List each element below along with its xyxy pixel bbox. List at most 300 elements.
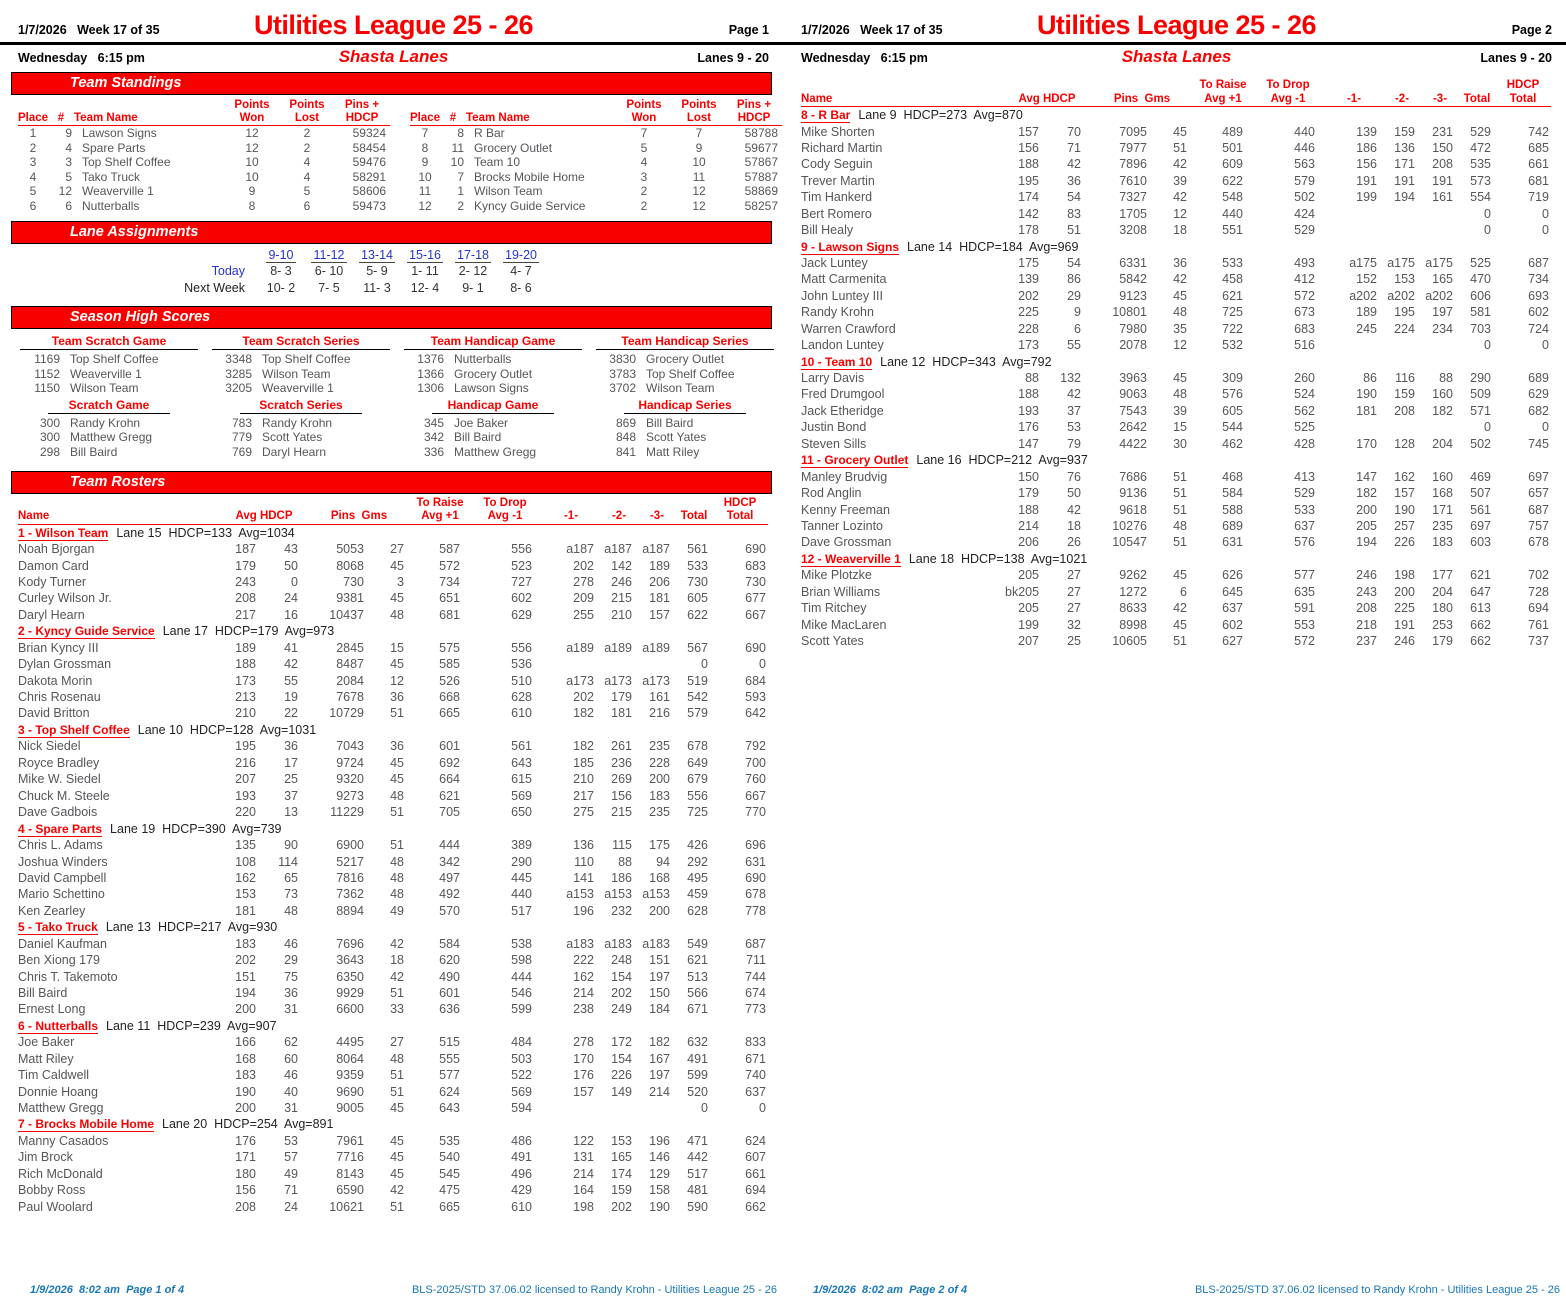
games: 51 xyxy=(390,1084,404,1099)
game-3: 165 xyxy=(1432,272,1453,287)
game-2: 181 xyxy=(611,706,632,721)
hdcp-total: 677 xyxy=(745,591,766,606)
center-name: Shasta Lanes xyxy=(338,47,449,66)
roster-team-info: Lane 16 HDCP=212 Avg=937 xyxy=(916,453,1088,468)
to-raise: 490 xyxy=(439,969,460,984)
roster-team-header xyxy=(801,238,1551,255)
today-matchup: 4- 7 xyxy=(510,264,532,279)
roster-player-row xyxy=(801,222,1551,238)
avg: 228 xyxy=(1018,321,1039,336)
roster-header: Pins Gms xyxy=(1089,93,1195,107)
hdcp: 60 xyxy=(284,1051,298,1066)
hdcp-total: 697 xyxy=(1528,469,1549,484)
game-1: 157 xyxy=(573,1084,594,1099)
team-name: Brocks Mobile Home xyxy=(474,169,585,184)
roster-player-row xyxy=(801,370,1551,386)
game-3 xyxy=(638,656,676,672)
player-name: Kenny Freeman xyxy=(801,502,890,517)
to-drop: 572 xyxy=(1294,288,1315,303)
game-1: 214 xyxy=(573,1166,594,1181)
game-3: 151 xyxy=(649,953,670,968)
points-won: 9 xyxy=(248,184,256,199)
games: 49 xyxy=(390,903,404,918)
game-2: 153 xyxy=(611,1133,632,1148)
game-3: 191 xyxy=(1432,173,1453,188)
lane-pair-cell xyxy=(497,248,545,262)
lane-pair-cell xyxy=(449,248,497,262)
roster-player-row xyxy=(801,403,1551,419)
lane-pair-link[interactable]: 9-10 xyxy=(268,247,294,262)
place: 8 xyxy=(421,140,429,155)
standings-header: Pins + xyxy=(736,99,772,111)
games: 15 xyxy=(1173,420,1187,435)
to-raise: 601 xyxy=(439,985,460,1000)
games: 39 xyxy=(1173,173,1187,188)
hdcp-total: 690 xyxy=(745,870,766,885)
lane-pair-cell xyxy=(353,248,401,262)
standings-header: HDCP xyxy=(334,112,390,126)
high-score-row xyxy=(206,430,396,445)
player-name: Rich McDonald xyxy=(18,1166,103,1181)
place: 12 xyxy=(418,198,432,213)
game-1: 196 xyxy=(573,903,594,918)
pins: 2642 xyxy=(1119,420,1147,435)
hdcp: 55 xyxy=(1067,338,1081,353)
to-drop: 650 xyxy=(511,805,532,820)
player-name: Mike Shorten xyxy=(801,124,875,139)
hdcp: 29 xyxy=(284,953,298,968)
to-drop: 673 xyxy=(1294,305,1315,320)
high-score-value: 345 xyxy=(423,415,444,430)
team-number: 7 xyxy=(457,169,464,184)
hdcp-total: 593 xyxy=(745,690,766,705)
roster-player-row xyxy=(801,436,1551,452)
pins: 8068 xyxy=(336,558,364,573)
to-drop: 486 xyxy=(511,1133,532,1148)
roster-team-info: Lane 15 HDCP=133 Avg=1034 xyxy=(116,525,295,540)
game-3: 161 xyxy=(649,690,670,705)
roster-team-info: Lane 18 HDCP=138 Avg=1021 xyxy=(908,551,1088,566)
pins: 2078 xyxy=(1119,338,1147,353)
to-raise: 626 xyxy=(1222,568,1243,583)
to-drop: 683 xyxy=(1294,321,1315,336)
game-2: 142 xyxy=(611,558,632,573)
hdcp-total: 0 xyxy=(1542,223,1549,238)
game-3: a189 xyxy=(642,640,670,655)
hdcp: 65 xyxy=(284,870,298,885)
high-score-value: 783 xyxy=(231,415,252,430)
games: 36 xyxy=(390,690,404,705)
to-raise: 548 xyxy=(1222,190,1243,205)
game-2: 248 xyxy=(611,953,632,968)
roster-header: Name xyxy=(801,93,1005,107)
game-2: 115 xyxy=(612,838,632,853)
game-3: 180 xyxy=(1432,601,1453,616)
report-date: 1/7/2026 xyxy=(801,23,850,37)
game-2: a153 xyxy=(604,887,632,902)
roster-team-info: Lane 13 HDCP=217 Avg=930 xyxy=(105,920,278,935)
high-score-holder: Randy Krohn xyxy=(262,415,333,430)
series-total: 290 xyxy=(1470,371,1491,386)
standings-row xyxy=(18,126,390,141)
team-standings-table-right xyxy=(410,99,782,214)
games: 42 xyxy=(1173,272,1187,287)
game-2: 215 xyxy=(611,805,632,820)
team-name: Lawson Signs xyxy=(82,126,157,140)
series-total: 292 xyxy=(687,854,708,869)
roster-player-row xyxy=(18,1149,768,1165)
lane-pair-link[interactable]: 13-14 xyxy=(361,247,393,262)
roster-player-row xyxy=(18,590,768,606)
team-standings-table-left xyxy=(18,99,390,214)
standings-header: Points xyxy=(626,99,662,111)
roster-team-name: 8 - R Bar xyxy=(801,108,851,123)
roster-header xyxy=(676,497,712,511)
player-name: Dave Grossman xyxy=(801,535,892,550)
game-1: 152 xyxy=(1356,272,1377,287)
pins: 3643 xyxy=(336,953,364,968)
game-3: 197 xyxy=(649,969,670,984)
series-total: 579 xyxy=(687,706,708,721)
avg: 202 xyxy=(235,953,256,968)
hdcp-total: 661 xyxy=(745,1166,766,1181)
pins: 7696 xyxy=(336,936,364,951)
avg: 188 xyxy=(235,657,256,672)
high-score-row xyxy=(398,430,588,445)
next-week-matchup: 9- 1 xyxy=(462,280,484,295)
roster-header: Avg -1 xyxy=(1251,93,1325,107)
today-matchup: 8- 3 xyxy=(270,264,292,279)
points-lost: 12 xyxy=(692,184,706,199)
to-drop: 529 xyxy=(1294,223,1315,238)
hdcp-total: 667 xyxy=(745,788,766,803)
games: 51 xyxy=(390,1068,404,1083)
roster-player-row xyxy=(18,903,768,919)
game-3 xyxy=(1421,337,1459,353)
roster-player-row xyxy=(18,1182,768,1198)
games: 48 xyxy=(390,854,404,869)
roster-header: Avg +1 xyxy=(412,510,468,524)
player-name: Steven Sills xyxy=(801,436,867,451)
hdcp-total: 730 xyxy=(745,575,766,590)
games: 48 xyxy=(1173,518,1187,533)
game-2: 215 xyxy=(611,591,632,606)
standings-header xyxy=(74,99,224,112)
game-3: 235 xyxy=(649,739,670,754)
high-score-holder: Matthew Gregg xyxy=(70,430,153,445)
roster-team-info: Lane 10 HDCP=128 Avg=1031 xyxy=(137,722,317,737)
games: 45 xyxy=(390,591,404,606)
roster-header: HDCP xyxy=(723,496,757,509)
roster-player-row xyxy=(801,255,1551,271)
game-1: 170 xyxy=(1356,436,1377,451)
to-raise: 584 xyxy=(439,936,460,951)
avg: 190 xyxy=(235,1084,256,1099)
game-1: 86 xyxy=(1363,371,1377,386)
game-3: 175 xyxy=(649,838,670,853)
game-2: 128 xyxy=(1394,436,1415,451)
to-raise: 620 xyxy=(439,953,460,968)
pins: 1272 xyxy=(1119,584,1147,599)
hdcp: 43 xyxy=(284,542,298,557)
to-raise: 545 xyxy=(439,1166,460,1181)
hdcp-total: 696 xyxy=(745,838,766,853)
high-score-holder: Matt Riley xyxy=(646,445,700,460)
hdcp: 13 xyxy=(284,805,298,820)
team-name: R Bar xyxy=(474,126,505,140)
game-2: 116 xyxy=(1395,371,1415,386)
to-raise: 621 xyxy=(1222,288,1243,303)
game-3: 160 xyxy=(1432,469,1453,484)
series-total: 671 xyxy=(687,1002,708,1017)
player-name: Landon Luntey xyxy=(801,338,884,353)
hdcp-total: 602 xyxy=(1528,305,1549,320)
team-number: 10 xyxy=(450,155,464,170)
game-1: 255 xyxy=(573,607,594,622)
points-lost: 9 xyxy=(695,140,703,155)
lane-pair-link[interactable]: 19-20 xyxy=(505,247,537,262)
game-1: 245 xyxy=(1356,321,1377,336)
hdcp-total: 719 xyxy=(1528,190,1549,205)
high-score-holder: Wilson Team xyxy=(70,381,139,396)
game-2: a202 xyxy=(1387,288,1415,303)
game-2: 154 xyxy=(611,1051,632,1066)
pins: 7543 xyxy=(1119,403,1147,418)
to-raise: 705 xyxy=(439,805,460,820)
series-total: 491 xyxy=(687,1051,708,1066)
game-1: 139 xyxy=(1356,124,1377,139)
game-1: 176 xyxy=(573,1068,594,1083)
high-scores-column xyxy=(14,334,204,460)
to-drop: 599 xyxy=(511,1002,532,1017)
series-total: 549 xyxy=(687,936,708,951)
lane-pair-link[interactable]: 11-12 xyxy=(313,247,345,262)
high-scores-grid xyxy=(0,329,783,466)
place: 10 xyxy=(418,169,432,184)
roster-header: Total xyxy=(1495,93,1551,107)
roster-header: -3- xyxy=(638,510,676,524)
series-total: 0 xyxy=(1484,420,1491,435)
roster-player-row xyxy=(18,1034,768,1050)
player-name: Justin Bond xyxy=(801,420,867,435)
standings-row xyxy=(410,155,782,170)
game-2: 198 xyxy=(1394,568,1415,583)
high-score-row xyxy=(206,367,396,382)
hdcp-total: 0 xyxy=(1542,420,1549,435)
standings-header: HDCP xyxy=(726,112,782,126)
high-score-row xyxy=(14,445,204,460)
pins: 7327 xyxy=(1119,190,1147,205)
roster-player-row xyxy=(18,705,768,721)
high-score-value: 3702 xyxy=(609,381,636,396)
game-2: 162 xyxy=(1394,469,1415,484)
place: 9 xyxy=(421,155,429,170)
high-score-value: 1366 xyxy=(417,366,444,381)
hdcp: 54 xyxy=(1067,190,1081,205)
roster-header: Avg -1 xyxy=(468,510,542,524)
pins: 7961 xyxy=(336,1133,364,1148)
high-score-value: 1152 xyxy=(34,366,60,381)
pins: 10621 xyxy=(329,1199,364,1214)
roster-team-header xyxy=(18,524,768,541)
game-1: 238 xyxy=(573,1002,594,1017)
hdcp: 54 xyxy=(1067,256,1081,271)
roster-team-header xyxy=(801,551,1551,568)
avg: 205 xyxy=(1018,601,1039,616)
hdcp: 29 xyxy=(1067,288,1081,303)
roster-team-header-row xyxy=(801,353,1551,370)
game-1: 156 xyxy=(1356,157,1377,172)
game-2: 171 xyxy=(1394,157,1415,172)
high-score-holder: Bill Baird xyxy=(646,415,694,430)
game-3: 168 xyxy=(649,870,670,885)
avg: 193 xyxy=(235,788,256,803)
lane-pair-link[interactable]: 17-18 xyxy=(457,247,489,262)
points-won: 5 xyxy=(640,140,648,155)
avg: 210 xyxy=(235,706,256,721)
game-1: 214 xyxy=(573,985,594,1000)
to-drop: 572 xyxy=(1294,633,1315,648)
lanes-range: Lanes 9 - 20 xyxy=(1480,51,1552,65)
roster-header: Avg +1 xyxy=(1195,93,1251,107)
player-name: Tim Ritchey xyxy=(801,601,867,616)
league-title: Utilities League 25 - 26 xyxy=(253,10,534,40)
game-3: a183 xyxy=(642,936,670,951)
avg: 171 xyxy=(235,1150,256,1165)
high-score-holder: Top Shelf Coffee xyxy=(646,366,735,381)
next-week-matchup: 10- 2 xyxy=(266,280,296,295)
game-2: 174 xyxy=(611,1166,632,1181)
hdcp: 37 xyxy=(1067,403,1081,418)
hdcp: 26 xyxy=(1067,535,1081,550)
player-name: Curley Wilson Jr. xyxy=(18,591,112,606)
roster-header: Total xyxy=(712,510,768,524)
hdcp-total: 760 xyxy=(745,772,766,787)
to-drop: 615 xyxy=(511,772,532,787)
game-3: 231 xyxy=(1432,124,1453,139)
player-name: Manley Brudvig xyxy=(801,469,888,484)
roster-team-header-row xyxy=(18,1018,768,1035)
roster-team-header-row xyxy=(18,919,768,936)
points-won: 2 xyxy=(640,198,648,213)
game-1: 182 xyxy=(573,739,594,754)
roster-header: -1- xyxy=(1325,93,1383,107)
games: 45 xyxy=(390,1100,404,1115)
series-total: 471 xyxy=(687,1133,708,1148)
game-2: 225 xyxy=(1394,601,1415,616)
high-score-value: 336 xyxy=(423,445,444,460)
roster-player-row xyxy=(801,156,1551,172)
series-total: 725 xyxy=(687,805,708,820)
game-2 xyxy=(1383,222,1421,238)
to-drop: 628 xyxy=(511,690,532,705)
to-drop: 428 xyxy=(1294,436,1315,451)
report-day: Wednesday xyxy=(801,51,871,65)
game-1: 185 xyxy=(573,755,594,770)
high-score-value: 779 xyxy=(231,430,252,445)
roster-player-row xyxy=(18,1084,768,1100)
games: 42 xyxy=(1173,601,1187,616)
roster-team-info: Lane 17 HDCP=179 Avg=973 xyxy=(162,624,335,639)
hdcp: 32 xyxy=(1067,617,1081,632)
high-score-holder: Daryl Hearn xyxy=(262,445,327,460)
hdcp: 46 xyxy=(284,936,298,951)
avg: 183 xyxy=(235,1068,256,1083)
points-lost: 6 xyxy=(303,198,311,213)
high-score-row xyxy=(14,367,204,382)
series-total: 442 xyxy=(687,1150,708,1165)
player-name: Ben Xiong 179 xyxy=(18,953,101,968)
game-3 xyxy=(1421,206,1459,222)
series-total: 509 xyxy=(1470,387,1491,402)
game-2 xyxy=(1383,206,1421,222)
avg: 243 xyxy=(235,575,256,590)
roster-team-header xyxy=(18,722,768,739)
to-drop: 440 xyxy=(1294,124,1315,139)
game-3: 208 xyxy=(1432,157,1453,172)
points-lost: 2 xyxy=(303,126,311,140)
hdcp: 42 xyxy=(284,657,298,672)
to-drop: 727 xyxy=(511,575,532,590)
hdcp-total: 631 xyxy=(745,854,766,869)
series-total: 662 xyxy=(1470,617,1491,632)
page-footer xyxy=(783,1284,1566,1296)
points-won: 10 xyxy=(245,155,259,170)
to-raise: 651 xyxy=(439,591,460,606)
pins: 7716 xyxy=(336,1150,364,1165)
points-lost: 12 xyxy=(692,198,706,213)
game-1: a183 xyxy=(566,936,594,951)
player-name: Manny Casados xyxy=(18,1133,109,1148)
team-standings xyxy=(0,95,783,216)
pins: 9690 xyxy=(336,1084,364,1099)
pins: 6900 xyxy=(336,838,364,853)
pins: 9136 xyxy=(1119,486,1147,501)
avg: 157 xyxy=(1018,124,1039,139)
game-1: 205 xyxy=(1356,518,1377,533)
roster-team-header xyxy=(18,1018,768,1035)
hdcp: 73 xyxy=(284,887,298,902)
lane-pair-link[interactable]: 15-16 xyxy=(409,247,441,262)
player-name: Daniel Kaufman xyxy=(18,936,107,951)
game-2: 179 xyxy=(611,690,632,705)
hdcp: 17 xyxy=(284,755,298,770)
game-2: a173 xyxy=(604,673,632,688)
hdcp-total: 681 xyxy=(1528,173,1549,188)
roster-team-header-row xyxy=(801,107,1551,124)
series-total: 603 xyxy=(1470,535,1491,550)
roster-team-info: Lane 19 HDCP=390 Avg=739 xyxy=(110,821,282,836)
standings-header xyxy=(440,99,466,112)
today-matchup: 2- 12 xyxy=(458,264,488,279)
place: 11 xyxy=(418,184,432,199)
series-total: 542 xyxy=(687,690,708,705)
player-name: Randy Krohn xyxy=(801,305,874,320)
roster-player-row xyxy=(801,288,1551,304)
hdcp-total: 792 xyxy=(745,739,766,754)
player-name: Fred Drumgool xyxy=(801,387,885,402)
player-name: Tanner Lozinto xyxy=(801,518,884,533)
standings-header xyxy=(410,99,440,112)
game-1: 136 xyxy=(573,838,594,853)
hdcp: 41 xyxy=(284,640,298,655)
hdcp-total: 773 xyxy=(745,1002,766,1017)
avg: 108 xyxy=(235,854,256,869)
high-score-row xyxy=(398,381,588,396)
hdcp: 25 xyxy=(284,772,298,787)
games: 51 xyxy=(1173,486,1187,501)
hdcp: 50 xyxy=(1067,486,1081,501)
